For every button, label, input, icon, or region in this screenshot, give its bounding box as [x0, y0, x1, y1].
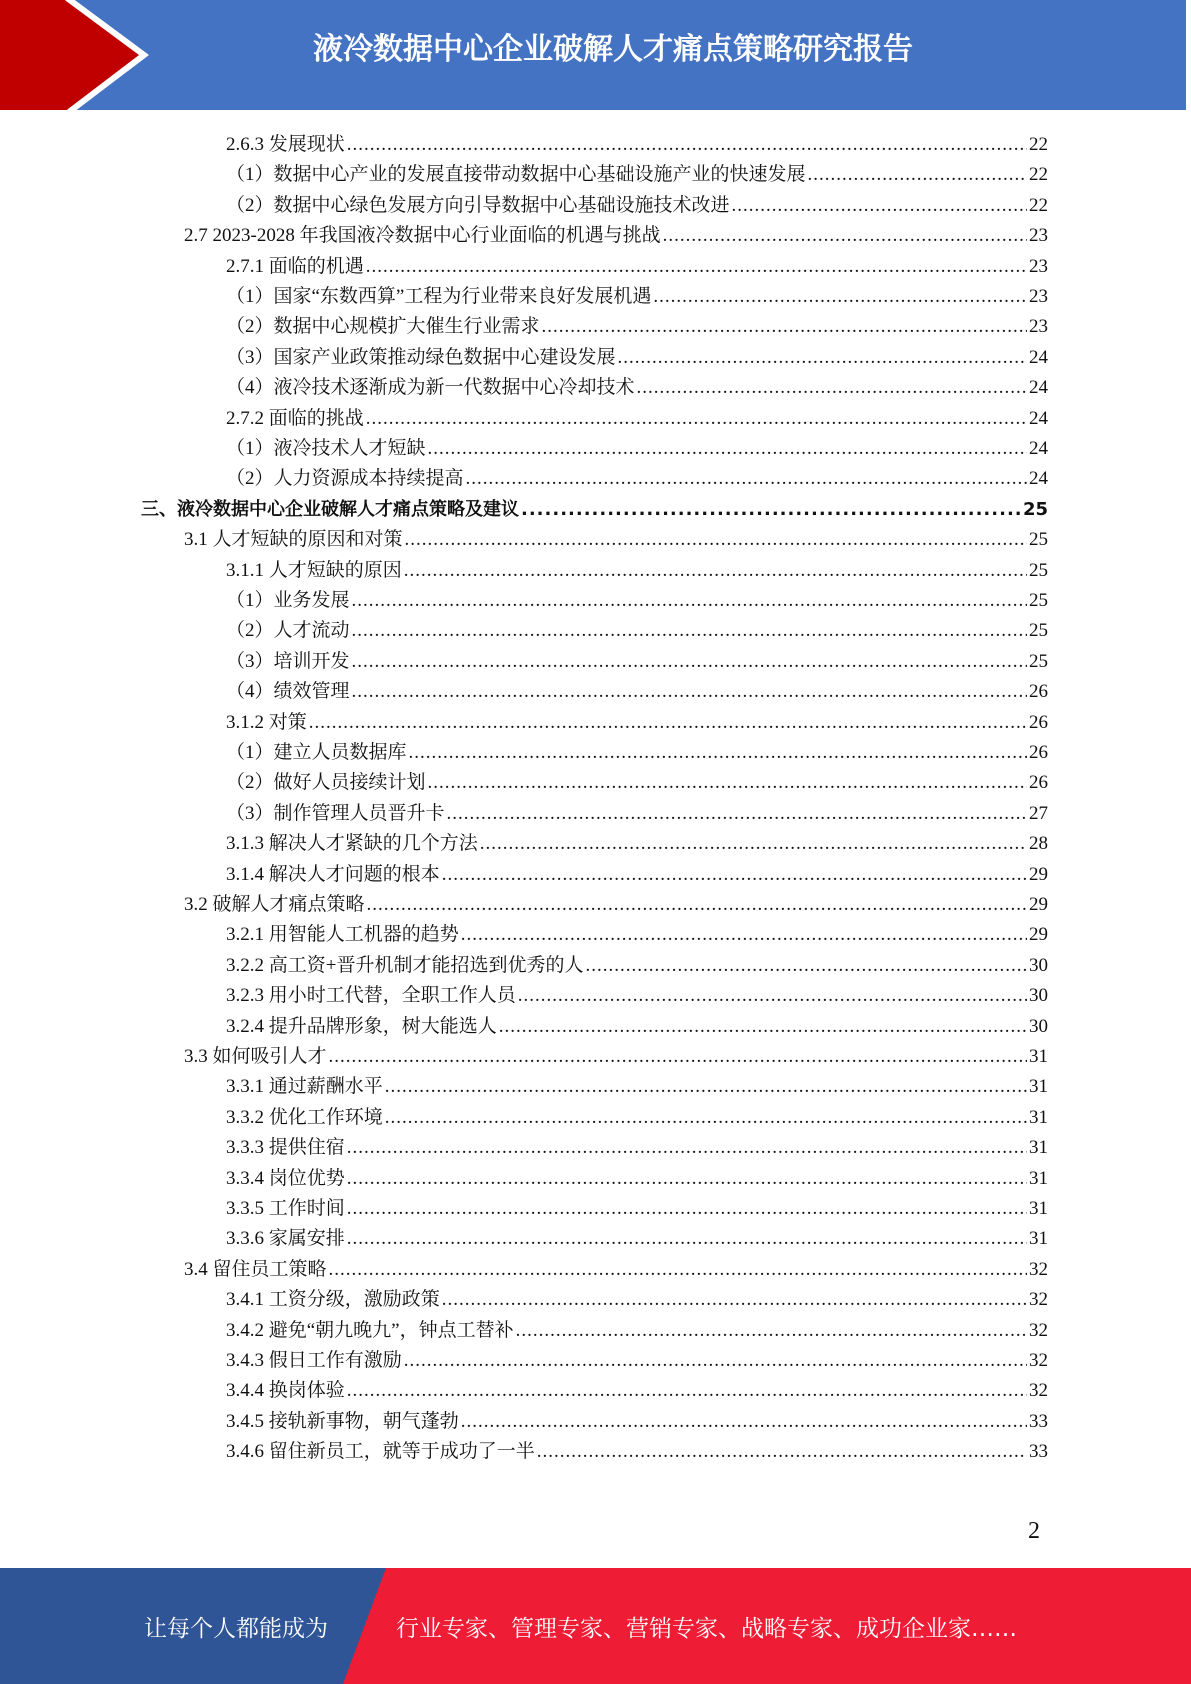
toc-entry-page: 23	[1029, 316, 1048, 338]
toc-entry[interactable]	[226, 1194, 1048, 1224]
toc-entry-page: 31	[1029, 1167, 1048, 1189]
toc-leader-dots	[404, 556, 1027, 586]
toc-entry-page: 23	[1029, 225, 1048, 247]
page-number: 2	[1028, 1518, 1040, 1544]
toc-leader-dots	[347, 1164, 1027, 1194]
toc-entry-page: 25	[1029, 590, 1048, 611]
toc-leader-dots	[347, 1133, 1027, 1163]
toc-entry-page: 22	[1029, 194, 1048, 216]
toc-entry-page: 30	[1029, 954, 1048, 976]
toc-entry-title: 3.4 留住员工策略	[184, 1258, 327, 1280]
toc-entry-page: 30	[1029, 1015, 1048, 1037]
toc-entry-page: 32	[1029, 1350, 1048, 1371]
toc-entry-page: 31	[1029, 1198, 1048, 1219]
toc-entry-title: 3.4.3 假日工作有激励	[226, 1350, 402, 1371]
toc-entry[interactable]	[226, 860, 1048, 890]
toc-entry[interactable]	[226, 312, 1048, 342]
toc-entry-title: （1）国家“东数西算”工程为行业带来良好发展机遇	[226, 286, 652, 307]
toc-entry[interactable]	[184, 1042, 1048, 1072]
footer-slogan-left: 让每个人都能成为	[144, 1616, 328, 1642]
toc-leader-dots	[518, 981, 1027, 1011]
toc-entry-title: 3.4.6 留住新员工，就等于成功了一半	[226, 1441, 535, 1463]
toc-entry[interactable]	[226, 738, 1048, 768]
toc-entry-title: 2.7.2 面临的挑战	[226, 407, 364, 429]
toc-entry-page: 27	[1029, 802, 1048, 824]
toc-entry[interactable]	[226, 160, 1048, 190]
toc-entry[interactable]	[226, 1407, 1048, 1437]
toc-leader-dots	[442, 1285, 1027, 1315]
toc-entry-title: （4）液冷技术逐渐成为新一代数据中心冷却技术	[226, 377, 635, 399]
toc-entry-page: 26	[1029, 711, 1048, 733]
toc-entry[interactable]	[226, 404, 1048, 434]
toc-entry-title: 3.4.5 接轨新事物，朝气蓬勃	[226, 1410, 459, 1432]
toc-entry[interactable]	[226, 1346, 1048, 1376]
toc-entry[interactable]	[226, 1133, 1048, 1163]
toc-leader-dots	[366, 252, 1027, 282]
toc-entry-page: 32	[1029, 1319, 1048, 1341]
toc-entry-title: （1）业务发展	[226, 590, 350, 611]
toc-leader-dots	[466, 464, 1027, 494]
toc-entry[interactable]	[226, 1437, 1048, 1467]
toc-entry-title: 3.4.4 换岗体验	[226, 1380, 345, 1402]
toc-entry-title: 3.1.1 人才短缺的原因	[226, 559, 402, 581]
toc-leader-dots	[516, 1316, 1027, 1346]
toc-leader-dots	[732, 191, 1027, 221]
toc-leader-dots	[347, 1194, 1027, 1224]
toc-entry-title: 3.2 破解人才痛点策略	[184, 894, 365, 915]
footer-slogan-right: 行业专家、管理专家、营销专家、战略专家、成功企业家……	[396, 1616, 1017, 1642]
toc-entry-page: 31	[1029, 1046, 1048, 1067]
toc-leader-dots	[347, 1224, 1027, 1254]
toc-entry-page: 25	[1029, 650, 1048, 672]
toc-entry-page: 31	[1029, 1137, 1048, 1159]
toc-entry-title: 三、液冷数据中心企业破解人才痛点策略及建议	[141, 498, 519, 520]
toc-entry[interactable]	[226, 282, 1048, 312]
toc-entry-page: 24	[1029, 468, 1048, 490]
toc-entry[interactable]	[226, 1103, 1048, 1133]
toc-entry[interactable]	[226, 768, 1048, 798]
toc-entry-title: 2.6.3 发展现状	[226, 134, 345, 155]
toc-leader-dots	[329, 1255, 1027, 1285]
toc-entry-page: 28	[1029, 833, 1048, 855]
toc-leader-dots	[480, 829, 1027, 859]
toc-entry-title: （2）人才流动	[226, 620, 350, 642]
toc-entry-page: 23	[1029, 286, 1048, 307]
toc-leader-dots	[542, 312, 1027, 342]
toc-entry-title: （4）绩效管理	[226, 681, 350, 703]
toc-entry-title: 3.3.4 岗位优势	[226, 1167, 345, 1189]
toc-entry[interactable]	[226, 829, 1048, 859]
toc-entry[interactable]	[226, 130, 1048, 160]
toc-leader-dots	[347, 130, 1027, 160]
toc-leader-dots	[366, 404, 1027, 434]
toc-leader-dots	[367, 890, 1027, 920]
toc-leader-dots	[653, 282, 1027, 312]
toc-entry[interactable]	[226, 920, 1048, 950]
toc-entry-page: 26	[1029, 772, 1048, 794]
toc-entry-title: 3.4.1 工资分级，激励政策	[226, 1289, 440, 1311]
toc-leader-dots	[352, 586, 1027, 616]
toc-entry[interactable]	[226, 951, 1048, 981]
toc-entry-title: 3.2.1 用智能人工机器的趋势	[226, 924, 459, 946]
toc-entry[interactable]	[226, 1224, 1048, 1254]
page-header	[0, 0, 1186, 110]
toc-entry-page: 32	[1029, 1289, 1048, 1311]
toc-entry-title: 3.3.1 通过薪酬水平	[226, 1076, 383, 1098]
toc-entry[interactable]	[184, 221, 1048, 251]
toc-entry-page: 24	[1029, 377, 1048, 399]
toc-entry-title: 3.3.2 优化工作环境	[226, 1106, 383, 1128]
toc-leader-dots	[447, 799, 1027, 829]
toc-entry[interactable]	[226, 252, 1048, 282]
toc-entry-page: 23	[1029, 255, 1048, 277]
toc-entry-title: 3.2.2 高工资+晋升机制才能招选到优秀的人	[226, 954, 584, 976]
toc-leader-dots	[385, 1072, 1027, 1102]
toc-entry[interactable]	[184, 890, 1048, 920]
toc-entry[interactable]	[226, 1285, 1048, 1315]
toc-entry-page: 32	[1029, 1380, 1048, 1402]
toc-entry[interactable]	[226, 1072, 1048, 1102]
toc-entry-page: 24	[1029, 407, 1048, 429]
toc-entry-page: 31	[1029, 1076, 1048, 1098]
toc-entry-title: 2.7.1 面临的机遇	[226, 255, 364, 277]
toc-leader-dots	[309, 708, 1027, 738]
toc-entry-title: （3）国家产业政策推动绿色数据中心建设发展	[226, 346, 616, 368]
toc-entry[interactable]	[226, 556, 1048, 586]
toc-entry[interactable]	[226, 373, 1048, 403]
toc-leader-dots	[618, 343, 1027, 373]
toc-entry[interactable]	[226, 708, 1048, 738]
toc-entry-page: 22	[1029, 134, 1048, 155]
toc-entry[interactable]	[226, 464, 1048, 494]
toc-entry[interactable]	[226, 191, 1048, 221]
toc-entry-title: 3.3.5 工作时间	[226, 1198, 345, 1219]
toc-entry[interactable]	[226, 586, 1048, 616]
page-footer	[0, 1568, 1191, 1684]
toc-entry-title: （1）建立人员数据库	[226, 742, 407, 763]
toc-leader-dots	[808, 160, 1027, 190]
toc-entry[interactable]	[226, 799, 1048, 829]
toc-entry[interactable]	[184, 525, 1048, 555]
toc-entry[interactable]	[226, 677, 1048, 707]
toc-leader-dots	[585, 951, 1027, 981]
toc-entry-page: 25	[1022, 498, 1048, 520]
toc-leader-dots	[461, 920, 1027, 950]
toc-entry-title: （1）液冷技术人才短缺	[226, 438, 426, 459]
toc-entry[interactable]	[226, 981, 1048, 1011]
toc-entry-title: （2）做好人员接续计划	[226, 772, 426, 794]
toc-entry-title: （2）数据中心规模扩大催生行业需求	[226, 316, 540, 338]
toc-entry-title: 3.4.2 避免“朝九晚九”，钟点工替补	[226, 1319, 514, 1341]
toc-entry-page: 29	[1029, 863, 1048, 885]
toc-leader-dots	[352, 647, 1027, 677]
toc-entry-page: 26	[1029, 681, 1048, 703]
toc-entry[interactable]	[226, 647, 1048, 677]
toc-entry-title: 2.7 2023-2028 年我国液冷数据中心行业面临的机遇与挑战	[184, 225, 661, 247]
toc-entry-page: 33	[1029, 1410, 1048, 1432]
toc-entry[interactable]	[226, 434, 1048, 464]
toc-leader-dots	[409, 738, 1027, 768]
toc-entry-title: 3.1.2 对策	[226, 711, 307, 733]
toc-entry[interactable]	[226, 343, 1048, 373]
toc-leader-dots	[347, 1376, 1027, 1406]
toc-leader-dots	[537, 1437, 1027, 1467]
toc-leader-dots	[329, 1042, 1027, 1072]
toc-entry-page: 32	[1029, 1258, 1048, 1280]
toc-entry-page: 25	[1029, 559, 1048, 581]
toc-entry-page: 29	[1029, 894, 1048, 915]
toc-entry[interactable]	[141, 495, 1048, 525]
toc-leader-dots	[663, 221, 1027, 251]
toc-entry-page: 29	[1029, 924, 1048, 946]
toc-entry-page: 31	[1029, 1228, 1048, 1250]
toc-entry[interactable]	[184, 1255, 1048, 1285]
toc-entry[interactable]	[226, 1376, 1048, 1406]
toc-leader-dots	[521, 495, 1021, 525]
toc-entry-page: 22	[1029, 164, 1048, 186]
toc-entry-title: 3.1 人才短缺的原因和对策	[184, 529, 403, 551]
toc-leader-dots	[352, 616, 1027, 646]
toc-entry[interactable]	[226, 1164, 1048, 1194]
toc-leader-dots	[637, 373, 1027, 403]
toc-entry-page: 25	[1029, 620, 1048, 642]
toc-entry-title: （1）数据中心产业的发展直接带动数据中心基础设施产业的快速发展	[226, 164, 806, 186]
toc-leader-dots	[499, 1012, 1027, 1042]
toc-entry-page: 24	[1029, 438, 1048, 459]
toc-entry-title: 3.1.4 解决人才问题的根本	[226, 863, 440, 885]
toc-entry-title: 3.2.3 用小时工代替，全职工作人员	[226, 985, 516, 1007]
toc-leader-dots	[385, 1103, 1027, 1133]
toc-entry-title: 3.3.6 家属安排	[226, 1228, 345, 1250]
toc-entry[interactable]	[226, 616, 1048, 646]
toc-entry-title: （2）人力资源成本持续提高	[226, 468, 464, 490]
toc-leader-dots	[442, 860, 1027, 890]
toc-leader-dots	[428, 768, 1027, 798]
toc-entry-title: （3）培训开发	[226, 650, 350, 672]
toc-entry-title: 3.2.4 提升品牌形象，树大能选人	[226, 1015, 497, 1037]
toc-entry-title: 3.3.3 提供住宿	[226, 1137, 345, 1159]
toc-entry-page: 30	[1029, 985, 1048, 1007]
toc-leader-dots	[428, 434, 1027, 464]
toc-leader-dots	[404, 1346, 1027, 1376]
toc-entry-title: 3.1.3 解决人才紧缺的几个方法	[226, 833, 478, 855]
toc-entry-page: 31	[1029, 1106, 1048, 1128]
toc-leader-dots	[405, 525, 1027, 555]
toc-entry-page: 33	[1029, 1441, 1048, 1463]
toc-entry[interactable]	[226, 1012, 1048, 1042]
document-title: 液冷数据中心企业破解人才痛点策略研究报告	[313, 32, 913, 67]
toc-leader-dots	[352, 677, 1027, 707]
toc-entry-page: 24	[1029, 346, 1048, 368]
toc-entry-title: （2）数据中心绿色发展方向引导数据中心基础设施技术改进	[226, 194, 730, 216]
toc-entry-page: 26	[1029, 742, 1048, 763]
toc-entry-title: 3.3 如何吸引人才	[184, 1046, 327, 1067]
toc-leader-dots	[461, 1407, 1027, 1437]
toc-entry-page: 25	[1029, 529, 1048, 551]
toc-entry[interactable]	[226, 1316, 1048, 1346]
toc-entry-title: （3）制作管理人员晋升卡	[226, 802, 445, 824]
